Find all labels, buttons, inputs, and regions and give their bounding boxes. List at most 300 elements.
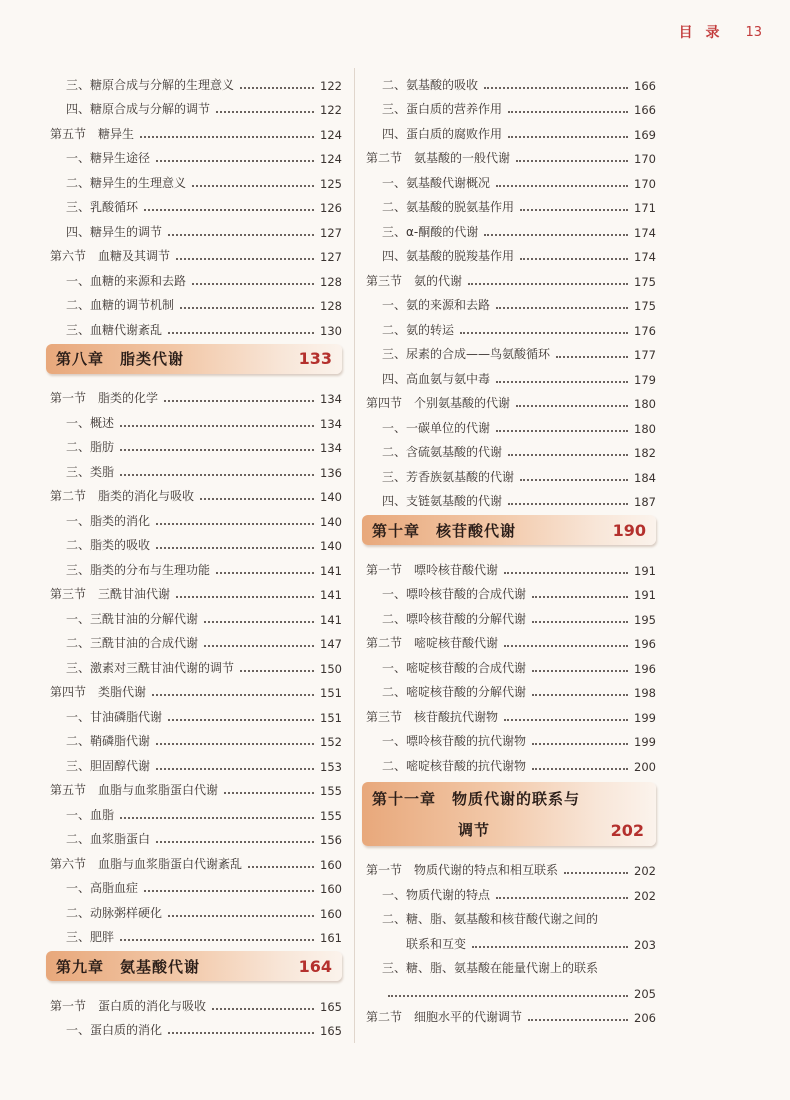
toc-section-entry[interactable] [366, 553, 656, 578]
toc-section-entry[interactable] [50, 117, 342, 142]
toc-entry-title: 第二节 脂类的消化与吸收 [50, 489, 195, 503]
toc-entry-title: 一、氨基酸代谢概况 [382, 175, 491, 190]
toc-entry-title: 二、嘧啶核苷酸的抗代谢物 [382, 758, 527, 773]
toc-entry-title: 一、三酰甘油的分解代谢 [66, 611, 199, 626]
toc-entry-title: 第二节 嘧啶核苷酸代谢 [366, 636, 499, 650]
toc-entry-title: 二、脂肪 [66, 440, 115, 454]
toc-entry[interactable] [366, 240, 656, 265]
toc-entry-title: 四、氨基酸的脱羧基作用 [382, 249, 515, 263]
toc-entry-title: 第五节 血脂与血浆脂蛋白代谢 [50, 783, 219, 797]
toc-entry-title: 第三节 三酰甘油代谢 [50, 587, 171, 601]
toc-entry[interactable] [366, 878, 656, 903]
leader-dots [388, 995, 628, 997]
leader-dots [168, 1032, 314, 1034]
toc-entry-title: 第四节 个别氨基酸的代谢 [366, 396, 511, 410]
toc-entry-title: 一、氨的来源和去路 [382, 298, 491, 312]
leader-dots [508, 136, 628, 138]
toc-entry[interactable] [366, 952, 656, 977]
leader-dots [120, 817, 314, 819]
toc-entry-page: 122 [320, 103, 342, 117]
toc-entry-page: 122 [320, 78, 342, 93]
toc-entry[interactable] [50, 455, 342, 480]
leader-dots [204, 621, 314, 623]
leader-dots [212, 1008, 314, 1010]
leader-dots [504, 719, 628, 721]
toc-entry[interactable] [50, 896, 342, 921]
toc-entry-page: 140 [320, 514, 342, 529]
toc-entry-title: 第二节 氨基酸的一般代谢 [366, 151, 511, 165]
leader-dots [496, 307, 628, 309]
toc-entry[interactable] [50, 725, 342, 750]
toc-entry-title: 三、脂类的分布与生理功能 [66, 562, 211, 577]
toc-section-entry[interactable] [50, 847, 342, 872]
toc-entry[interactable] [50, 406, 342, 431]
toc-entry-page: 165 [320, 999, 342, 1014]
leader-dots [164, 400, 314, 402]
toc-section-entry[interactable] [366, 142, 656, 167]
leader-dots [528, 1019, 628, 1021]
toc-entry-title: 二、糖、脂、氨基酸和核苷酸代谢之间的 [382, 912, 599, 926]
toc-entry-title: 三、肥胖 [66, 930, 115, 944]
toc-entry-title: 二、含硫氨基酸的代谢 [382, 445, 503, 459]
toc-entry-title: 第六节 血脂与血浆脂蛋白代谢紊乱 [50, 856, 243, 871]
leader-dots [532, 694, 628, 696]
chapter-title-line2: 调节 [458, 820, 491, 839]
toc-entry-title: 第一节 脂类的化学 [50, 391, 159, 405]
leader-dots [168, 719, 314, 721]
toc-entry[interactable] [366, 411, 656, 436]
toc-entry-title: 第四节 类脂代谢 [50, 685, 147, 699]
toc-entry-title: 四、高血氨与氨中毒 [382, 371, 491, 386]
toc-entry[interactable] [50, 1014, 342, 1039]
toc-entry-title: 第三节 氨的代谢 [366, 273, 463, 288]
toc-entry-page: 140 [320, 490, 342, 504]
toc-entry-title: 联系和互变 [382, 936, 467, 951]
toc-entry-page: 134 [320, 392, 342, 406]
toc-entry-title: 一、糖异生途径 [66, 151, 151, 165]
toc-entry[interactable] [50, 68, 342, 93]
toc-group [366, 854, 656, 1026]
leader-dots [468, 283, 628, 285]
toc-group [50, 989, 342, 1038]
toc-entry-title: 二、脂类的吸收 [66, 538, 151, 552]
leader-dots [496, 185, 628, 187]
toc-section-entry[interactable] [366, 1001, 656, 1026]
toc-entry[interactable] [366, 725, 656, 750]
toc-entry-page: 151 [320, 686, 342, 700]
toc-entry-title: 一、物质代谢的特点 [382, 887, 491, 902]
toc-entry-page: 202 [634, 888, 656, 903]
leader-dots [224, 792, 314, 794]
toc-entry-title: 一、概述 [66, 415, 115, 430]
toc-entry-title: 三、糖、脂、氨基酸在能量代谢上的联系 [382, 961, 599, 975]
leader-dots [140, 136, 314, 138]
toc-entry[interactable] [50, 215, 342, 240]
leader-dots [120, 939, 314, 941]
toc-entry-title: 三、激素对三酰甘油代谢的调节 [66, 660, 235, 675]
chapter-title: 第八章 脂类代谢 [56, 350, 185, 368]
toc-entry-page: 179 [634, 372, 656, 387]
toc-entry-page: 170 [634, 176, 656, 191]
toc-entry-page: 165 [320, 1024, 342, 1038]
toc-entry-page: 187 [634, 495, 656, 509]
toc-entry-page: 196 [634, 661, 656, 676]
toc-entry-title: 三、乳酸循环 [66, 200, 139, 214]
toc-entry-title: 一、蛋白质的消化 [66, 1023, 163, 1037]
toc-right-column [366, 68, 656, 1025]
toc-entry[interactable] [50, 93, 342, 118]
leader-dots [564, 872, 628, 874]
toc-entry-page: 196 [634, 637, 656, 651]
leader-dots [508, 454, 628, 456]
header-title: 目 录 [678, 25, 724, 41]
leader-dots [152, 694, 314, 696]
toc-entry-title: 二、三酰甘油的合成代谢 [66, 636, 199, 650]
toc-entry-page: 171 [634, 201, 656, 215]
leader-dots [176, 258, 314, 260]
toc-entry-title: 一、脂类的消化 [66, 513, 151, 528]
toc-entry-page: 174 [634, 250, 656, 264]
toc-entry-page: 134 [320, 441, 342, 455]
toc-entry[interactable] [50, 431, 342, 456]
toc-entry-title: 二、血浆脂蛋白 [66, 832, 151, 846]
toc-entry[interactable] [50, 529, 342, 554]
toc-group [366, 553, 656, 774]
chapter-title: 第十章 核苷酸代谢 [372, 521, 517, 540]
toc-section-entry[interactable] [366, 387, 656, 412]
leader-dots [532, 743, 628, 745]
toc-entry[interactable] [366, 117, 656, 142]
toc-entry-page: 199 [634, 735, 656, 749]
toc-entry-title: 三、血糖代谢紊乱 [66, 322, 163, 337]
toc-entry-page: 184 [634, 470, 656, 485]
toc-entry[interactable] [50, 798, 342, 823]
toc-entry-page: 175 [634, 274, 656, 289]
toc-entry-title: 四、糖原合成与分解的调节 [66, 102, 211, 116]
toc-entry-title: 一、高脂血症 [66, 881, 139, 895]
toc-entry-title: 一、甘油磷脂代谢 [66, 709, 163, 724]
toc-entry-page: 151 [320, 710, 342, 725]
toc-entry-page: 124 [320, 152, 342, 166]
toc-entry-title: 第一节 物质代谢的特点和相互联系 [366, 863, 559, 877]
toc-entry[interactable] [366, 436, 656, 461]
leader-dots [180, 307, 314, 309]
toc-entry[interactable] [50, 313, 342, 338]
toc-entry-page: 124 [320, 127, 342, 142]
leader-dots [484, 87, 628, 89]
toc-entry-title: 第二节 细胞水平的代谢调节 [366, 1010, 523, 1024]
leader-dots [156, 768, 314, 770]
chapter-title-line1: 第十一章 物质代谢的联系与 [372, 789, 581, 808]
toc-entry[interactable] [366, 362, 656, 387]
toc-entry[interactable] [366, 215, 656, 240]
leader-dots [240, 670, 314, 672]
leader-dots [240, 87, 314, 89]
toc-group [50, 68, 342, 338]
toc-entry-page: 206 [634, 1011, 656, 1025]
toc-entry-title: 第三节 核苷酸抗代谢物 [366, 709, 499, 724]
toc-entry-title: 二、嘧啶核苷酸的分解代谢 [382, 685, 527, 699]
page-header [679, 20, 762, 44]
toc-section-entry[interactable] [366, 627, 656, 652]
toc-entry[interactable] [366, 927, 656, 952]
toc-entry[interactable] [366, 68, 656, 93]
toc-entry-title: 四、糖异生的调节 [66, 224, 163, 239]
leader-dots [156, 523, 314, 525]
leader-dots [204, 645, 314, 647]
leader-dots [156, 547, 314, 549]
leader-dots [496, 430, 628, 432]
leader-dots [484, 234, 628, 236]
toc-entry-page: 152 [320, 735, 342, 749]
leader-dots [120, 474, 314, 476]
leader-dots [504, 572, 628, 574]
leader-dots [176, 596, 314, 598]
toc-entry-page: 160 [320, 857, 342, 872]
toc-entry-page: 160 [320, 882, 342, 896]
toc-entry-title: 一、嘌呤核苷酸的合成代谢 [382, 587, 527, 601]
toc-entry[interactable] [50, 749, 342, 774]
leader-dots [120, 425, 314, 427]
leader-dots [200, 498, 314, 500]
toc-entry-title: 一、一碳单位的代谢 [382, 420, 491, 435]
toc-entry-page: 140 [320, 539, 342, 553]
leader-dots [516, 160, 628, 162]
toc-entry-page: 174 [634, 225, 656, 240]
toc-entry[interactable] [50, 872, 342, 897]
chapter-title: 第九章 氨基酸代谢 [56, 957, 201, 976]
leader-dots [496, 897, 628, 899]
chapter-heading[interactable] [46, 344, 342, 374]
toc-entry[interactable] [366, 602, 656, 627]
toc-entry-title: 二、鞘磷脂代谢 [66, 734, 151, 748]
toc-entry[interactable] [50, 602, 342, 627]
toc-entry-page: 127 [320, 225, 342, 240]
toc-entry-title: 四、支链氨基酸的代谢 [382, 494, 503, 508]
leader-dots [156, 160, 314, 162]
toc-entry-page: 177 [634, 348, 656, 362]
column-divider [354, 68, 355, 1043]
chapter-heading[interactable] [362, 515, 656, 545]
leader-dots [192, 283, 314, 285]
toc-entry-title: 二、氨的转运 [382, 322, 455, 337]
leader-dots [532, 621, 628, 623]
toc-entry[interactable] [366, 651, 656, 676]
toc-entry-page: 141 [320, 588, 342, 602]
toc-entry-title: 一、嘧啶核苷酸的合成代谢 [382, 660, 527, 675]
toc-entry[interactable] [366, 976, 656, 1001]
leader-dots [144, 890, 314, 892]
leader-dots [120, 449, 314, 451]
toc-entry[interactable] [50, 142, 342, 167]
leader-dots [144, 209, 314, 211]
toc-entry[interactable] [50, 553, 342, 578]
toc-entry[interactable] [366, 485, 656, 510]
toc-entry-title: 四、蛋白质的腐败作用 [382, 126, 503, 141]
toc-entry-page: 170 [634, 152, 656, 166]
leader-dots [472, 946, 628, 948]
toc-entry[interactable] [50, 264, 342, 289]
toc-entry-page: 141 [320, 612, 342, 627]
toc-entry-page: 166 [634, 78, 656, 93]
toc-entry[interactable] [50, 700, 342, 725]
toc-entry-title: 二、嘌呤核苷酸的分解代谢 [382, 611, 527, 626]
toc-entry-page: 199 [634, 710, 656, 725]
toc-entry-title: 二、氨基酸的脱氨基作用 [382, 200, 515, 214]
leader-dots [520, 479, 628, 481]
toc-group [50, 382, 342, 946]
toc-entry[interactable] [50, 166, 342, 191]
toc-entry[interactable] [366, 460, 656, 485]
leader-dots [460, 332, 628, 334]
leader-dots [156, 743, 314, 745]
toc-section-entry[interactable] [366, 700, 656, 725]
toc-section-entry[interactable] [50, 382, 342, 407]
leader-dots [156, 841, 314, 843]
leader-dots [496, 381, 628, 383]
toc-entry-page: 160 [320, 906, 342, 921]
leader-dots [508, 503, 628, 505]
leader-dots [248, 866, 314, 868]
toc-entry[interactable] [366, 289, 656, 314]
leader-dots [516, 405, 628, 407]
leader-dots [192, 185, 314, 187]
toc-entry-page: 134 [320, 416, 342, 431]
toc-entry-title: 二、氨基酸的吸收 [382, 77, 479, 92]
toc-entry-page: 126 [320, 201, 342, 215]
toc-entry-page: 191 [634, 588, 656, 602]
toc-entry-page: 175 [634, 299, 656, 313]
toc-entry-page: 150 [320, 661, 342, 676]
toc-entry-title: 三、胆固醇代谢 [66, 758, 151, 773]
leader-dots [520, 258, 628, 260]
leader-dots [168, 234, 314, 236]
toc-entry-title: 二、动脉粥样硬化 [66, 905, 163, 920]
toc-entry[interactable] [50, 627, 342, 652]
toc-entry-page: 182 [634, 446, 656, 460]
toc-entry[interactable] [366, 313, 656, 338]
toc-entry-page: 203 [634, 937, 656, 952]
toc-entry-page: 147 [320, 637, 342, 651]
toc-entry-title: 第六节 血糖及其调节 [50, 249, 171, 263]
toc-entry-page: 176 [634, 323, 656, 338]
leader-dots [556, 356, 628, 358]
toc-entry[interactable] [366, 191, 656, 216]
toc-entry[interactable] [366, 93, 656, 118]
toc-entry[interactable] [50, 921, 342, 946]
toc-entry[interactable] [50, 504, 342, 529]
toc-entry-page: 198 [634, 686, 656, 700]
header-page-number: 13 [745, 24, 762, 40]
chapter-heading[interactable] [46, 951, 342, 981]
chapter-page: 133 [298, 349, 332, 368]
toc-section-entry[interactable] [50, 676, 342, 701]
toc-entry[interactable] [50, 289, 342, 314]
toc-entry-title: 三、类脂 [66, 464, 115, 479]
toc-entry-page: 195 [634, 612, 656, 627]
toc-entry-page: 130 [320, 323, 342, 338]
toc-entry[interactable] [50, 651, 342, 676]
leader-dots [216, 111, 314, 113]
toc-entry-title: 第一节 蛋白质的消化与吸收 [50, 998, 207, 1013]
chapter-heading[interactable] [362, 782, 656, 846]
toc-entry[interactable] [366, 676, 656, 701]
leader-dots [520, 209, 628, 211]
toc-entry[interactable] [366, 749, 656, 774]
toc-section-entry[interactable] [50, 578, 342, 603]
toc-entry[interactable] [50, 823, 342, 848]
toc-entry-page: 156 [320, 833, 342, 847]
toc-entry-title: 第一节 嘌呤核苷酸代谢 [366, 562, 499, 577]
toc-entry-title: 一、血脂 [66, 807, 115, 822]
chapter-page: 190 [612, 520, 646, 540]
leader-dots [508, 111, 628, 113]
toc-entry-title: 三、α-酮酸的代谢 [382, 224, 479, 239]
toc-entry[interactable] [50, 191, 342, 216]
toc-entry-page: 153 [320, 759, 342, 774]
toc-entry-page: 128 [320, 274, 342, 289]
toc-entry-title: 第五节 糖异生 [50, 126, 135, 141]
toc-section-entry[interactable] [50, 240, 342, 265]
toc-entry-page: 155 [320, 784, 342, 798]
toc-left-column [50, 68, 342, 1038]
toc-entry-title: 一、血糖的来源和去路 [66, 273, 187, 288]
toc-entry[interactable] [366, 578, 656, 603]
toc-section-entry[interactable] [366, 264, 656, 289]
chapter-page: 164 [298, 956, 332, 976]
toc-entry-page: 161 [320, 931, 342, 945]
toc-entry-page: 155 [320, 808, 342, 823]
toc-section-entry[interactable] [50, 480, 342, 505]
toc-entry-title: 三、糖原合成与分解的生理意义 [66, 77, 235, 92]
toc-entry-title: 三、芳香族氨基酸的代谢 [382, 469, 515, 484]
toc-entry-page: 180 [634, 421, 656, 436]
toc-entry-page: 191 [634, 563, 656, 578]
toc-entry-page: 202 [634, 864, 656, 878]
toc-entry-title: 三、蛋白质的营养作用 [382, 102, 503, 116]
toc-entry-page: 200 [634, 759, 656, 774]
leader-dots [216, 572, 314, 574]
toc-entry-title: 二、血糖的调节机制 [66, 298, 175, 312]
leader-dots [532, 596, 628, 598]
toc-entry-page: 166 [634, 103, 656, 117]
chapter-page: 202 [610, 820, 644, 840]
toc-section-entry[interactable] [50, 774, 342, 799]
toc-entry[interactable] [366, 903, 656, 928]
toc-section-entry[interactable] [50, 989, 342, 1014]
leader-dots [168, 915, 314, 917]
leader-dots [504, 645, 628, 647]
toc-section-entry[interactable] [366, 854, 656, 879]
toc-entry-page: 128 [320, 299, 342, 313]
toc-entry[interactable] [366, 338, 656, 363]
toc-entry-page: 125 [320, 176, 342, 191]
toc-entry-page: 180 [634, 397, 656, 411]
toc-entry-title: 三、尿素的合成——鸟氨酸循环 [382, 347, 551, 361]
leader-dots [168, 332, 314, 334]
toc-entry-page: 127 [320, 250, 342, 264]
toc-entry-page: 136 [320, 465, 342, 480]
toc-entry-title: 二、糖异生的生理意义 [66, 175, 187, 190]
leader-dots [532, 768, 628, 770]
toc-entry-page: 141 [320, 563, 342, 578]
toc-entry-page: 169 [634, 127, 656, 142]
toc-group [366, 68, 656, 509]
toc-entry[interactable] [366, 166, 656, 191]
toc-entry-page: 205 [634, 986, 656, 1001]
toc-entry-title: 一、嘌呤核苷酸的抗代谢物 [382, 734, 527, 748]
leader-dots [532, 670, 628, 672]
